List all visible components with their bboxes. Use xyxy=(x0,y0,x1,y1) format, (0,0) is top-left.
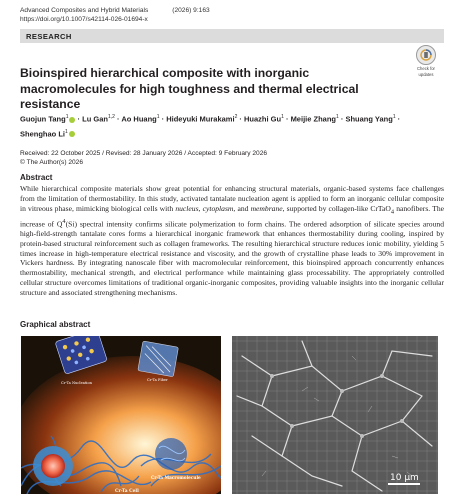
abstract-emphasis: cytoplasm xyxy=(202,203,234,213)
abstract-superscript: 4 xyxy=(62,217,66,225)
orcid-icon[interactable] xyxy=(69,131,75,137)
journal-name: Advanced Composites and Hybrid Materials xyxy=(20,7,149,14)
orcid-icon[interactable] xyxy=(69,117,75,123)
section-label: RESEARCH xyxy=(26,31,72,41)
check-for-updates-line1: Check for xyxy=(417,66,435,71)
check-for-updates-icon xyxy=(416,45,436,65)
abstract-heading: Abstract xyxy=(20,173,53,182)
history-dates: Received: 22 October 2025 / Revised: 28 January 2026 / Accepted: 9 February 2026 xyxy=(20,150,268,157)
author-affiliation: 2 xyxy=(234,114,238,120)
abstract-body xyxy=(20,184,444,297)
article-title: Bioinspired hierarchical composite with inorganic macromolecules for high toughness and thermal electrical resistance xyxy=(20,66,359,111)
abstract-text: While hierarchical composite materials show great potential for enhancing structural materials, organic-based systems face challenges from the limitation of thermostability. In this study, activated tantalate nucleation agent is applied to form an inorganic cellular composite in vitreous phase, mimicking biological cells with xyxy=(20,184,444,213)
publication-dates xyxy=(20,149,267,167)
author-name[interactable]: Shuang Yang xyxy=(345,114,393,124)
graphical-abstract-heading: Graphical abstract xyxy=(20,320,91,329)
label-macromolecule: Cr-Ta Macromolecule xyxy=(151,475,201,480)
author-affiliation: 1 xyxy=(392,114,396,120)
abstract-text: , supported by collagen-like CrTaO xyxy=(282,203,391,213)
macromolecule-icon xyxy=(155,438,187,470)
author-affiliation: 1 xyxy=(335,114,339,120)
author-affiliation: 1 xyxy=(65,128,68,135)
label-cell: Cr-Ta Cell xyxy=(115,489,139,494)
author-name[interactable]: Meijie Zhang xyxy=(290,114,336,124)
label-fiber: Cr-Ta Fiber xyxy=(147,378,168,382)
scale-bar xyxy=(388,483,420,485)
author-name[interactable]: Huazhi Gu xyxy=(244,114,282,124)
scale-bar-label: 10 μm xyxy=(390,473,419,483)
author-affiliation: 1,2 xyxy=(107,114,115,120)
cell-nucleus-icon xyxy=(41,454,65,478)
label-nucleation: Cr-Ta Nucleation xyxy=(61,381,92,385)
fiber-model-icon xyxy=(138,341,179,377)
abstract-text: , xyxy=(198,203,203,213)
author-affiliation: 1 xyxy=(65,114,69,120)
abstract-emphasis: nucleus xyxy=(175,203,199,213)
author-name[interactable]: Ao Huang xyxy=(121,114,157,124)
abstract-text: (Si) spectral intensity confirms silicate polymerization to form chains. The ordered adsorption of silicate species around high-field-strength tantalate cores forms a hierarchical inorganic framework that enhances thermostability during cooling, inspired by protein-based structural reinforcement such as collagen frameworks. The resulting hierarchical structure reduces ionic mobility, yielding 5 times increase in high-temperature electrical resistance and viscosity, and the growth of crystalline phase leads to 30% improvement in Vickers hardness. By integrating nanoscale fiber with macromolecular reinforcement, this bioinspired approach concurrently enhances thermostability, mechanical strength, and electrical performance while maintaining glass processability. The appropriately controlled cellular structure overcomes limitations of traditional organic-inorganic composites, providing valuable insights into the inorganic cellular structure and associated strengthening mechanisms. xyxy=(20,219,444,297)
author-affiliation: 1 xyxy=(156,114,160,120)
doi-link[interactable]: https://doi.org/10.1007/s42114-026-01694-x xyxy=(20,16,148,23)
author-affiliation: 1 xyxy=(281,114,284,120)
copyright-line: © The Author(s) 2026 xyxy=(20,159,84,166)
author-list: Guojun Tang$^1$ · Lu Gan$^{1,2}$ · Ao Huang$^1$ · Hideyuki Murakami$^2$ · Huazhi $Gu^1$ · Meijie Zhang$^1$ · Shuang Yang$^1$ · Shenghao Li$^1$ xyxy=(20,114,401,138)
sem-micrograph xyxy=(232,336,438,494)
section-label-bar xyxy=(20,29,444,43)
journal-volume: (2026) 9:163 xyxy=(172,7,210,14)
author-name[interactable]: Lu Gan xyxy=(82,114,108,124)
abstract-emphasis: membrane xyxy=(250,203,283,213)
check-for-updates-line2: updates xyxy=(418,72,434,77)
author-name[interactable]: Shenghao Li xyxy=(20,129,65,138)
abstract-text: , and xyxy=(233,203,251,213)
check-for-updates-button[interactable] xyxy=(411,45,441,79)
abstract-subscript: 4 xyxy=(390,208,395,216)
journal-header xyxy=(20,6,210,15)
author-name[interactable]: Hideyuki Murakami xyxy=(166,114,235,124)
graphical-abstract-illustration xyxy=(21,336,221,494)
author-name[interactable]: Guojun Tang xyxy=(20,114,66,124)
abstract-text: nanofibers. The increase of Q xyxy=(20,203,444,229)
